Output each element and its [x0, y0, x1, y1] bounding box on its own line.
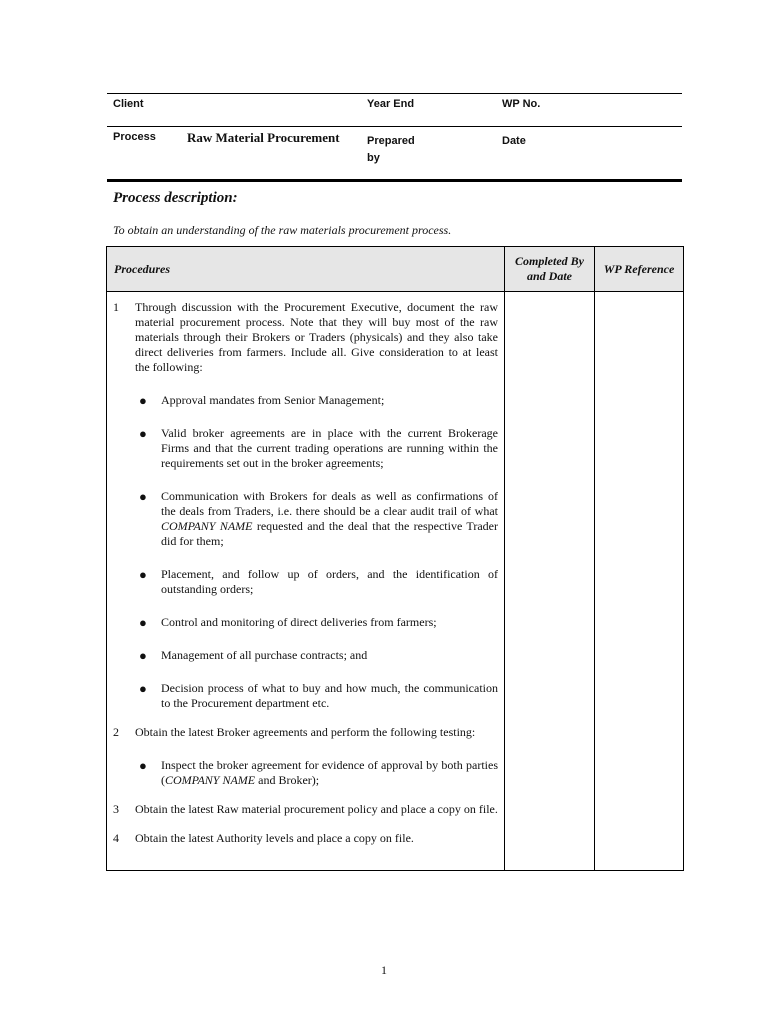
prepared-by-label-line2: by	[367, 152, 380, 164]
bullet-item: ● Control and monitoring of direct deliveries from farmers;	[139, 615, 437, 630]
prepared-by-label-line1: Prepared	[367, 135, 415, 147]
header-bottom-rule	[107, 179, 682, 182]
bullet-item: ● Approval mandates from Senior Management;	[139, 393, 385, 408]
procedure-number: 3	[113, 802, 119, 816]
wp-reference-cell[interactable]	[595, 292, 684, 871]
procedure-item-4	[113, 831, 498, 846]
bullet-icon: ●	[139, 681, 147, 696]
bullet-item: ● Management of all purchase contracts; and	[139, 648, 368, 663]
procedure-number: 4	[113, 831, 119, 845]
completed-by-cell[interactable]	[505, 292, 595, 871]
procedures-cell	[107, 292, 505, 871]
page-number: 1	[381, 963, 387, 977]
procedure-item-3	[113, 802, 498, 817]
bullet-icon: ●	[139, 758, 147, 773]
completed-by-header-line2: and Date	[527, 269, 572, 283]
header-top-rule	[107, 93, 682, 94]
bullet-icon: ●	[139, 567, 147, 582]
procedure-item-1	[113, 300, 498, 711]
bullet-icon: ●	[139, 426, 147, 441]
process-description-title: Process description:	[113, 190, 238, 206]
bullet-item: ● Decision process of what to buy and how much, the communication to the Procurement department etc.	[139, 681, 498, 710]
client-label: Client	[113, 98, 144, 110]
table-header-row	[107, 247, 684, 292]
bullet-item: ● Communication with Brokers for deals as well as confirmations of the deals from Traders, i.e. there should be a clear audit trail of what COMPANY NAME requested and the deal that the respective Trader did for them;	[139, 489, 498, 548]
bullet-item: ● Inspect the broker agreement for evidence of approval by both parties (COMPANY NAME and Broker);	[139, 758, 498, 787]
header-mid-rule	[107, 126, 682, 127]
wp-no-label: WP No.	[502, 98, 541, 110]
procedures-table	[106, 246, 684, 871]
procedure-text: Obtain the latest Raw material procurement policy and place a copy on file.	[135, 802, 498, 816]
procedure-number: 2	[113, 725, 119, 739]
procedure-text: Obtain the latest Broker agreements and perform the following testing:	[135, 725, 476, 739]
wp-reference-column-header: WP Reference	[595, 247, 684, 292]
process-description-subtitle: To obtain an understanding of the raw materials procurement process.	[113, 223, 452, 237]
procedures-column-header: Procedures	[107, 247, 505, 292]
completed-by-header-line1: Completed By	[515, 254, 584, 268]
bullet-item: ● Valid broker agreements are in place with the current Brokerage Firms and that the current trading operations are running within the requirements set out in the broker agreements;	[139, 426, 498, 470]
process-value: Raw Material Procurement	[187, 130, 340, 145]
procedure-number: 1	[113, 300, 119, 314]
year-end-label: Year End	[367, 98, 415, 110]
process-label: Process	[113, 131, 156, 143]
bullet-icon: ●	[139, 489, 147, 504]
company-name-placeholder: COMPANY NAME	[161, 519, 253, 533]
bullet-icon: ●	[139, 393, 147, 408]
table-row	[107, 292, 684, 871]
bullet-icon: ●	[139, 615, 147, 630]
bullet-item: ● Placement, and follow up of orders, and the identification of outstanding orders;	[139, 567, 498, 596]
date-label: Date	[502, 135, 526, 147]
company-name-placeholder: COMPANY NAME	[165, 773, 256, 787]
procedure-text: Through discussion with the Procurement Executive, document the raw material procurement process. Note that they will buy most of the raw materials through their Brokers or Traders (physicals) and they also take direct deliveries from farmers. Include all. Give consideration to at least the following:	[135, 300, 498, 374]
completed-by-column-header	[505, 247, 595, 292]
bullet-icon: ●	[139, 648, 147, 663]
procedure-text: Obtain the latest Authority levels and place a copy on file.	[135, 831, 414, 845]
procedure-item-2	[113, 725, 498, 788]
